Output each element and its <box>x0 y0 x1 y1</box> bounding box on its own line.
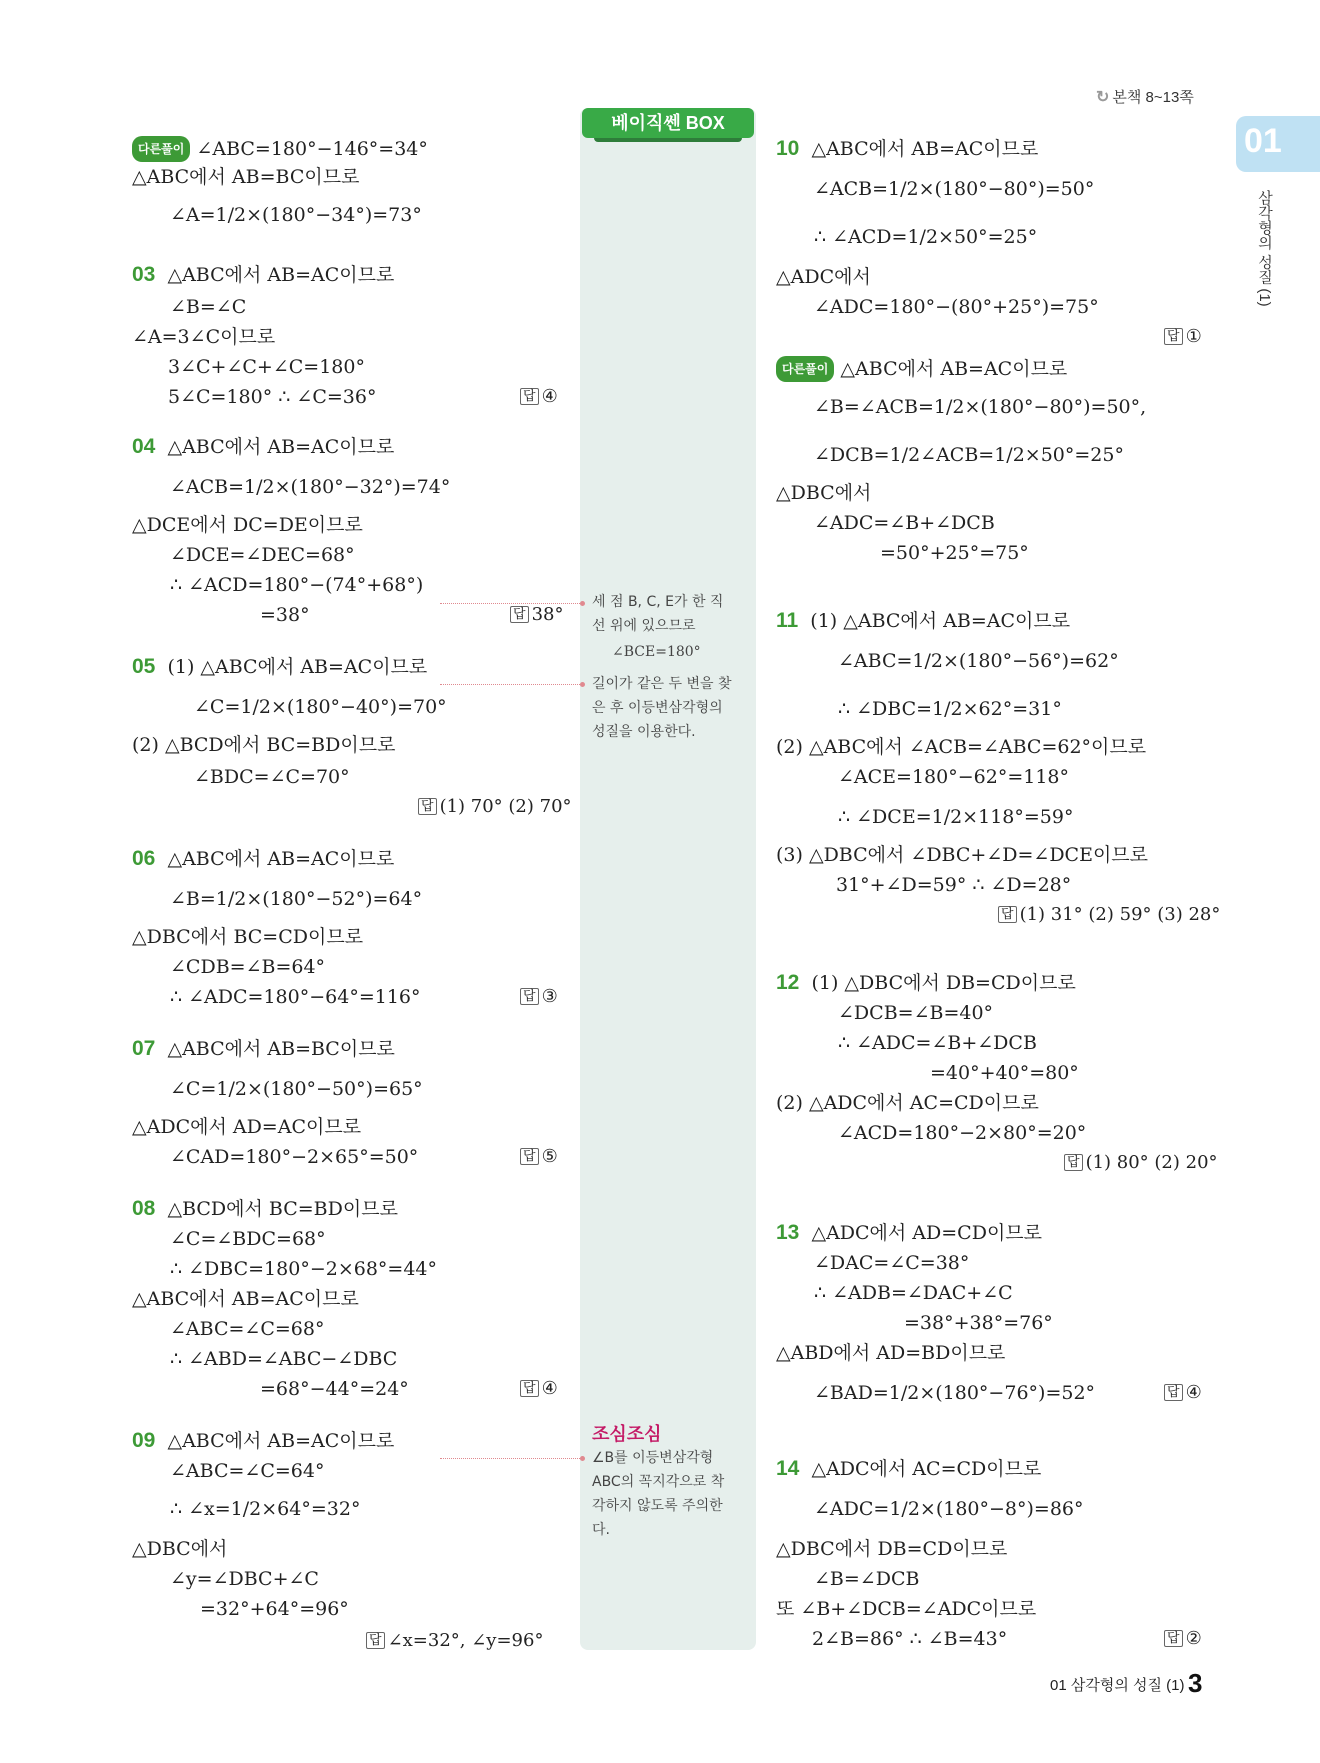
note-isosceles: 길이가 같은 두 변을 찾 <box>592 676 732 692</box>
basic-box-panel <box>580 108 756 1650</box>
solution-line: ∠ACE=180°−62°=118° <box>838 766 1070 788</box>
problem-number: 04 <box>132 435 156 458</box>
problem-10-line: 10 △ABC에서 AB=AC이므로 <box>776 137 1039 160</box>
answer-mark-icon: 답 <box>510 606 529 623</box>
answer: 답 ④ <box>1164 1382 1202 1404</box>
solution-line: 2∠B=86° ∴ ∠B=43° <box>812 1628 1008 1650</box>
answer: 답 (1) 80° (2) 20° <box>1064 1152 1218 1174</box>
problem-06-line: 06 △ABC에서 AB=AC이므로 <box>132 847 395 870</box>
problem-number: 09 <box>132 1429 156 1452</box>
solution-line: =40°+40°=80° <box>930 1062 1079 1084</box>
solution-line: ∠B=∠ACB=1/2×(180°−80°)=50°, <box>814 396 1147 418</box>
solution-line: △ADC에서 AD=AC이므로 <box>132 1116 362 1138</box>
solution-line: ∠BAD=1/2×(180°−76°)=52° <box>814 1382 1096 1404</box>
solution-line: 3∠C+∠C+∠C=180° <box>168 356 365 378</box>
solution-line: ∠ADC=1/2×(180°−8°)=86° <box>814 1498 1084 1520</box>
footer-chapter: 01 삼각형의 성질 (1) <box>1050 1677 1185 1694</box>
answer-mark-icon: 답 <box>418 798 437 815</box>
chapter-tab[interactable]: 01 <box>1236 116 1320 172</box>
answer-mark-icon: 답 <box>1164 1384 1183 1401</box>
problem-number: 13 <box>776 1221 800 1244</box>
note-isosceles-3: 성질을 이용한다. <box>592 724 696 740</box>
answer-mark-icon: 답 <box>1064 1154 1083 1171</box>
problem-number: 14 <box>776 1457 800 1480</box>
solution-line: ∠ADC=∠B+∠DCB <box>814 512 995 534</box>
problem-number: 08 <box>132 1197 156 1220</box>
solution-line: ∠DCE=∠DEC=68° <box>170 544 355 566</box>
solution-line: ∠C=∠BDC=68° <box>170 1228 326 1250</box>
solution-line: ∠ABC=1/2×(180°−56°)=62° <box>838 650 1119 672</box>
solution-line: △ADC에서 <box>776 266 871 288</box>
solution-line: △DBC에서 BC=CD이므로 <box>132 926 364 948</box>
solution-line: ∠BDC=∠C=70° <box>194 766 350 788</box>
note-isosceles-2: 은 후 이등변삼각형의 <box>592 700 723 716</box>
solution-line: =50°+25°=75° <box>880 542 1029 564</box>
answer: 답 ③ <box>520 986 558 1008</box>
answer: 답 ④ <box>520 386 558 408</box>
solution-line: ∠B=∠DCB <box>814 1568 920 1590</box>
note-connector <box>440 684 584 685</box>
solution-line: ∠ABC=∠C=68° <box>170 1318 325 1340</box>
solution-line: ∠CDB=∠B=64° <box>170 956 326 978</box>
solution-line: ∠DCB=1/2∠ACB=1/2×50°=25° <box>814 444 1124 466</box>
answer-mark-icon: 답 <box>998 906 1017 923</box>
arrow-icon: ↻ <box>1096 89 1110 106</box>
alt-solution-line: 다른풀이 ∠ABC=180°−146°=34° <box>132 136 428 162</box>
solution-line: △ABC에서 AB=BC이므로 <box>132 166 360 188</box>
solution-line: (3) △DBC에서 ∠DBC+∠D=∠DCE이므로 <box>776 844 1149 866</box>
solution-line: △DBC에서 <box>776 482 872 504</box>
answer-mark-icon: 답 <box>1164 1630 1183 1647</box>
problem-12-line: 12 (1) △DBC에서 DB=CD이므로 <box>776 971 1076 994</box>
answer-mark-icon: 답 <box>520 388 539 405</box>
answer: 답 ⑤ <box>520 1146 558 1168</box>
solution-line: =68°−44°=24° <box>260 1378 409 1400</box>
answer-mark-icon: 답 <box>520 1380 539 1397</box>
solution-line: △DCE에서 DC=DE이므로 <box>132 514 363 536</box>
problem-number: 12 <box>776 971 800 994</box>
solution-line: ∴ ∠ADB=∠DAC+∠C <box>814 1282 1013 1304</box>
side-title: 삼각형의 성질 (1) <box>1256 190 1273 307</box>
note-connector-dot <box>580 601 585 606</box>
page-number: 3 <box>1188 1668 1203 1698</box>
caution-title: 조심조심 <box>592 1424 662 1445</box>
problem-number: 05 <box>132 655 156 678</box>
problem-05-line: 05 (1) △ABC에서 AB=AC이므로 <box>132 655 428 678</box>
answer-mark-icon: 답 <box>1164 328 1183 345</box>
alt-solution-badge: 다른풀이 <box>132 136 190 162</box>
alt-solution-badge: 다른풀이 <box>776 356 834 382</box>
note-caution-2: ABC의 꼭지각으로 착 <box>592 1474 725 1490</box>
problem-number: 10 <box>776 137 800 160</box>
problem-11-line: 11 (1) △ABC에서 AB=AC이므로 <box>776 609 1071 632</box>
answer: 답 38° <box>510 604 563 626</box>
solution-line: (2) △BCD에서 BC=BD이므로 <box>132 734 396 756</box>
problem-07-line: 07 △ABC에서 AB=BC이므로 <box>132 1037 395 1060</box>
problem-03-line: 03 △ABC에서 AB=AC이므로 <box>132 263 395 286</box>
solution-line: ∠C=1/2×(180°−50°)=65° <box>170 1078 423 1100</box>
problem-number: 11 <box>776 609 799 632</box>
solution-line: ∠ADC=180°−(80°+25°)=75° <box>814 296 1099 318</box>
solution-line: =32°+64°=96° <box>200 1598 349 1620</box>
solution-line: (2) △ADC에서 AC=CD이므로 <box>776 1092 1039 1114</box>
note-caution-3: 각하지 않도록 주의한 <box>592 1498 723 1514</box>
solution-line: ∠B=1/2×(180°−52°)=64° <box>170 888 423 910</box>
note-connector <box>440 1458 584 1459</box>
solution-line: ∠C=1/2×(180°−40°)=70° <box>194 696 447 718</box>
answer-mark-icon: 답 <box>520 988 539 1005</box>
solution-line: 5∠C=180° ∴ ∠C=36° <box>168 386 377 408</box>
solution-line: =38°+38°=76° <box>904 1312 1053 1334</box>
solution-line: △DBC에서 <box>132 1538 228 1560</box>
answer: 답 ④ <box>520 1378 558 1400</box>
alt-solution-line: 다른풀이 △ABC에서 AB=AC이므로 <box>776 356 1067 382</box>
answer: 답 ① <box>1164 326 1202 348</box>
solution-line: =38° <box>260 604 310 626</box>
problem-14-line: 14 △ADC에서 AC=CD이므로 <box>776 1457 1042 1480</box>
problem-09-line: 09 △ABC에서 AB=AC이므로 <box>132 1429 395 1452</box>
problem-number: 06 <box>132 847 156 870</box>
solution-line: ∠ABC=∠C=64° <box>170 1460 325 1482</box>
solution-line: ∠B=∠C <box>170 296 247 318</box>
solution-line: 31°+∠D=59° ∴ ∠D=28° <box>836 874 1072 896</box>
note-caution-4: 다. <box>592 1522 610 1538</box>
solution-line: ∴ ∠ACD=1/2×50°=25° <box>814 226 1038 248</box>
solution-line: ∴ ∠ADC=180°−64°=116° <box>170 986 421 1008</box>
answer-mark-icon: 답 <box>520 1148 539 1165</box>
solution-line: ∴ ∠ACD=180°−(74°+68°) <box>170 574 424 596</box>
answer-mark-icon: 답 <box>366 1632 385 1649</box>
problem-04-line: 04 △ABC에서 AB=AC이므로 <box>132 435 395 458</box>
solution-line: 또 ∠B+∠DCB=∠ADC이므로 <box>776 1598 1037 1620</box>
solution-line: △ABD에서 AD=BD이므로 <box>776 1342 1006 1364</box>
solution-line: ∴ ∠x=1/2×64°=32° <box>170 1498 361 1520</box>
solution-line: ∠CAD=180°−2×65°=50° <box>170 1146 419 1168</box>
note-connector-dot <box>580 1456 585 1461</box>
solution-line: (2) △ABC에서 ∠ACB=∠ABC=62°이므로 <box>776 736 1147 758</box>
answer: 답 ∠x=32°, ∠y=96° <box>366 1630 543 1652</box>
problem-number: 07 <box>132 1037 156 1060</box>
answer: 답 (1) 31° (2) 59° (3) 28° <box>998 904 1220 926</box>
page-reference: ↻ 본책 8~13쪽 <box>1096 89 1194 106</box>
basic-box-title: 베이직쎈 BOX <box>582 108 754 138</box>
problem-08-line: 08 △BCD에서 BC=BD이므로 <box>132 1197 398 1220</box>
solution-line: ∠A=3∠C이므로 <box>132 326 276 348</box>
solution-line: ∴ ∠DCE=1/2×118°=59° <box>838 806 1074 828</box>
solution-line: ∴ ∠DBC=180°−2×68°=44° <box>170 1258 438 1280</box>
note-connector-dot <box>580 682 585 687</box>
solution-line: ∠ACB=1/2×(180°−32°)=74° <box>170 476 451 498</box>
problem-number: 03 <box>132 263 156 286</box>
note-straight-line: 세 점 B, C, E가 한 직 <box>592 594 724 610</box>
answer: 답 ② <box>1164 1628 1202 1650</box>
solution-line: ∠ACD=180°−2×80°=20° <box>838 1122 1087 1144</box>
note-straight-line-3: ∠BCE=180° <box>612 644 701 660</box>
answer: 답 (1) 70° (2) 70° <box>418 796 572 818</box>
solution-line: ∠DCB=∠B=40° <box>838 1002 994 1024</box>
solution-line: ∠ACB=1/2×(180°−80°)=50° <box>814 178 1095 200</box>
problem-13-line: 13 △ADC에서 AD=CD이므로 <box>776 1221 1043 1244</box>
solution-line: ∴ ∠ABD=∠ABC−∠DBC <box>170 1348 398 1370</box>
solution-line: △ABC에서 AB=AC이므로 <box>132 1288 359 1310</box>
solution-line: ∴ ∠DBC=1/2×62°=31° <box>838 698 1062 720</box>
note-straight-line-2: 선 위에 있으므로 <box>592 618 696 634</box>
solution-line: ∠DAC=∠C=38° <box>814 1252 970 1274</box>
solution-line: ∠A=1/2×(180°−34°)=73° <box>170 204 422 226</box>
note-caution: ∠B를 이등변삼각형 <box>592 1450 714 1466</box>
solution-line: ∠y=∠DBC+∠C <box>170 1568 319 1590</box>
solution-line: △DBC에서 DB=CD이므로 <box>776 1538 1008 1560</box>
solution-line: ∴ ∠ADC=∠B+∠DCB <box>838 1032 1037 1054</box>
